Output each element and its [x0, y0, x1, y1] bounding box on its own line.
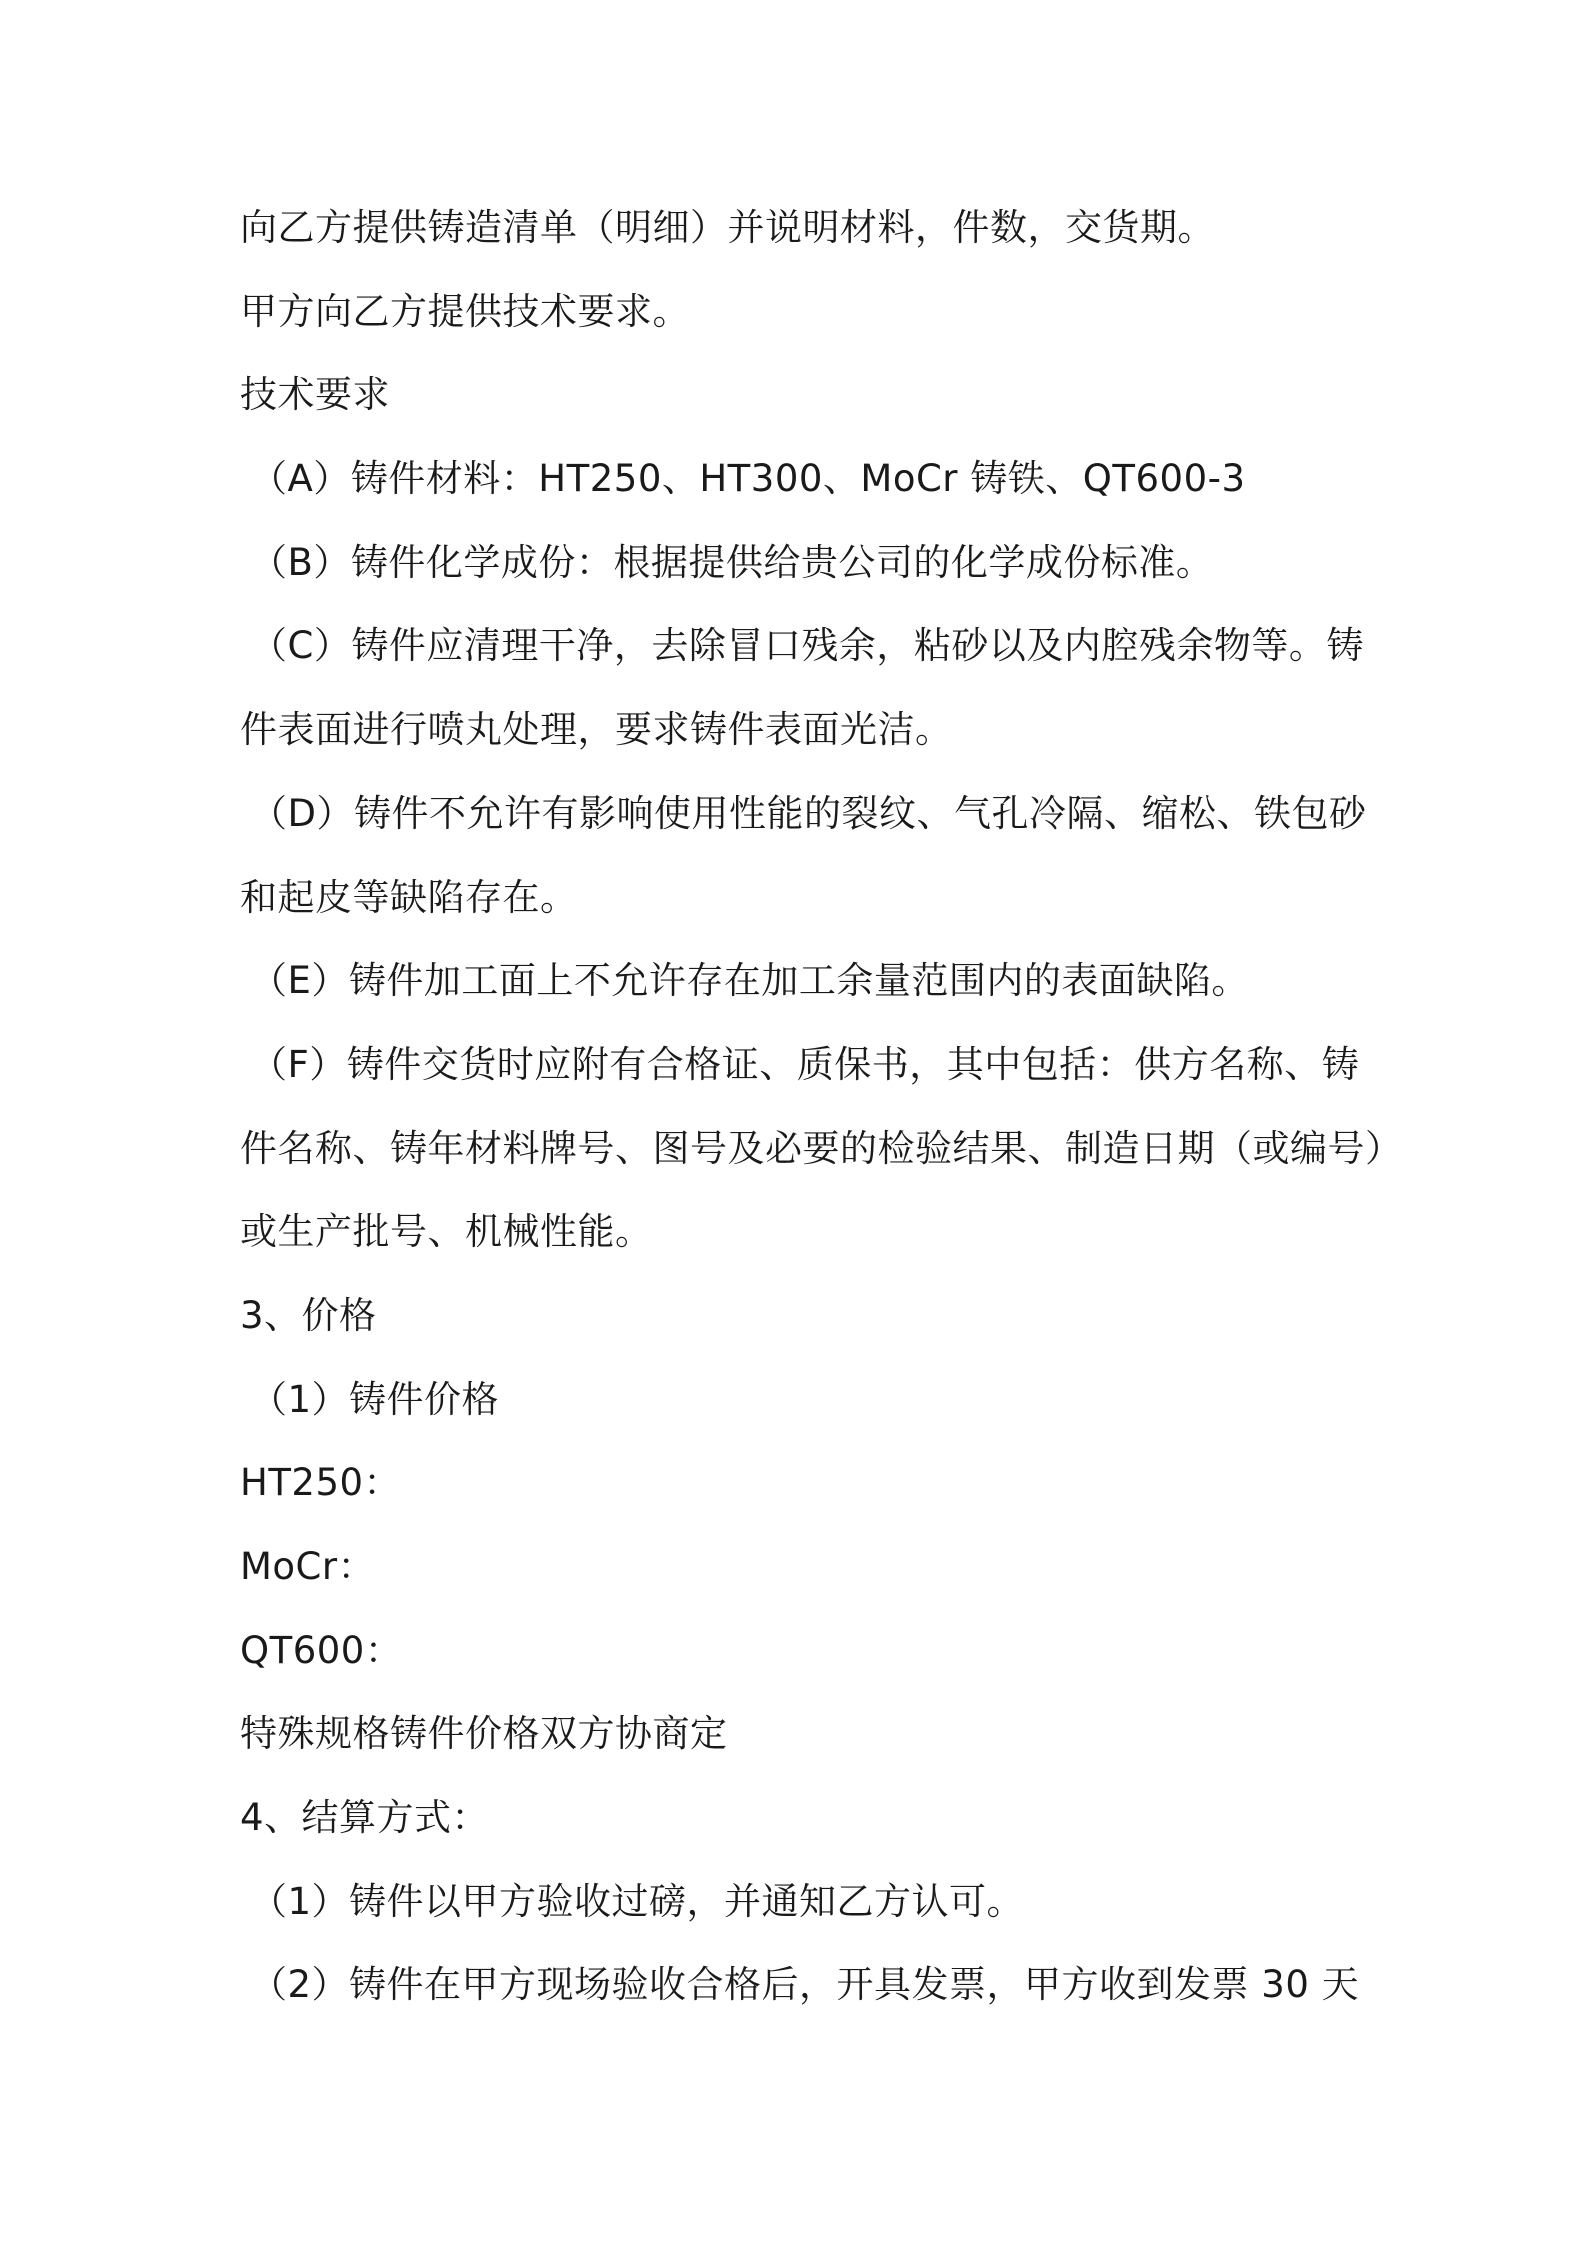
text-line: 甲方向乙方提供技术要求。 — [240, 289, 690, 333]
list-item: （1）铸件价格 — [250, 1377, 500, 1421]
list-item: （A）铸件材料：HT250、HT300、MoCr 铸铁、QT600-3 — [250, 457, 1246, 501]
list-item: （B）铸件化学成份：根据提供给贵公司的化学成份标准。 — [250, 540, 1214, 584]
section-heading: 3、价格 — [240, 1293, 377, 1337]
list-item: （D）铸件不允许有影响使用性能的裂纹、气孔冷隔、缩松、铁包砂 — [250, 791, 1367, 835]
price-field-label: QT600： — [240, 1628, 403, 1672]
list-item: （E）铸件加工面上不允许存在加工余量范围内的表面缺陷。 — [250, 959, 1249, 1003]
list-item: （F）铸件交货时应附有合格证、质保书，其中包括：供方名称、铸 — [250, 1042, 1360, 1086]
list-item-continuation: 或生产批号、机械性能。 — [240, 1210, 653, 1254]
section-heading: 4、结算方式： — [240, 1796, 490, 1840]
list-item: （C）铸件应清理干净，去除冒口残余，粘砂以及内腔残余物等。铸 — [250, 624, 1364, 668]
list-item: （1）铸件以甲方验收过磅，并通知乙方认可。 — [250, 1879, 1025, 1923]
text-line: 特殊规格铸件价格双方协商定 — [240, 1712, 728, 1756]
text-line: 向乙方提供铸造清单（明细）并说明材料，件数，交货期。 — [240, 206, 1215, 249]
list-item-continuation: 和起皮等缺陷存在。 — [240, 875, 578, 919]
price-field-label: HT250： — [240, 1461, 402, 1505]
list-item-continuation: 件表面进行喷丸处理，要求铸件表面光洁。 — [240, 708, 953, 752]
document-body — [240, 200, 1403, 2041]
section-heading: 技术要求 — [240, 373, 390, 417]
price-field-label: MoCr： — [240, 1545, 376, 1588]
list-item-continuation: 件名称、铸年材料牌号、图号及必要的检验结果、制造日期（或编号） — [240, 1126, 1403, 1170]
list-item: （2）铸件在甲方现场验收合格后，开具发票，甲方收到发票 30 天 — [250, 1963, 1360, 2007]
